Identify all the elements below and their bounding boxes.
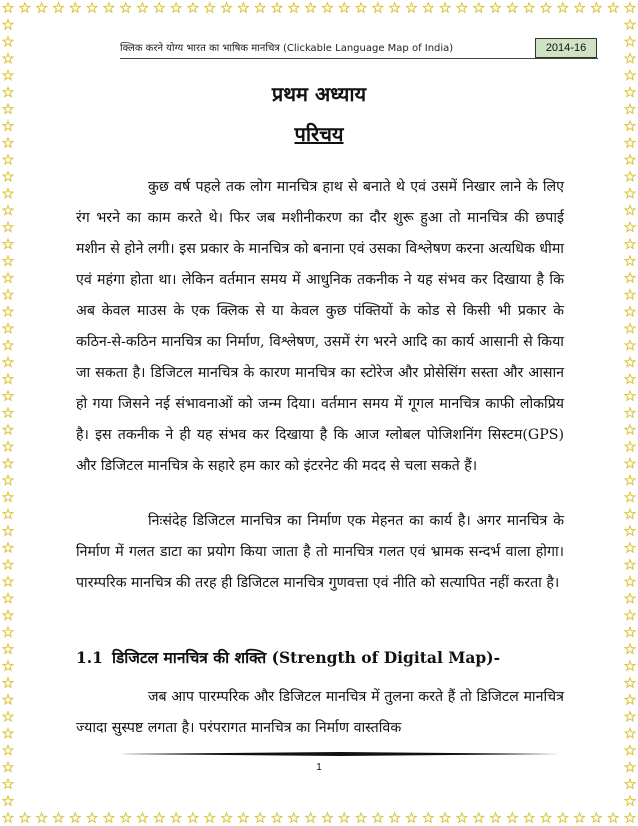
star-icon: [289, 3, 299, 12]
star-icon: [625, 543, 635, 552]
star-icon: [255, 3, 265, 12]
star-icon: [575, 3, 585, 12]
star-icon: [608, 3, 618, 12]
paragraph-2-text: निःसंदेह डिजिटल मानचित्र का निर्माण एक मेहनत का कार्य है। अगर मानचित्र के निर्माण में गलत डाटा का प्रयोग किया जाता है तो मानचित्र गलत एवं भ्रामक सन्दर्भ वाला होगा। पारम्परिक मानचित्र की तरह ही डिजिटल मानचित्र गुणवत्ता एवं नीति को सत्यापित नहीं करता है।: [76, 513, 564, 591]
star-icon: [3, 391, 13, 400]
star-icon: [524, 3, 534, 12]
star-icon: [3, 256, 13, 265]
star-icon: [625, 796, 635, 805]
footer-divider: [120, 752, 560, 756]
star-icon: [3, 323, 13, 332]
star-icon: [3, 509, 13, 518]
star-icon: [138, 3, 148, 12]
chapter-title: प्रथम अध्याय: [271, 82, 367, 106]
star-icon: [625, 273, 635, 282]
star-icon: [625, 323, 635, 332]
star-icon: [507, 3, 517, 12]
star-icon: [625, 728, 635, 737]
star-icon: [625, 695, 635, 704]
star-icon: [53, 813, 63, 822]
star-icon: [171, 3, 181, 12]
star-icon: [3, 425, 13, 434]
star-icon: [3, 492, 13, 501]
star-icon: [3, 728, 13, 737]
star-icon: [3, 458, 13, 467]
star-icon: [3, 526, 13, 535]
star-icon: [205, 3, 215, 12]
star-icon: [3, 70, 13, 79]
star-icon: [390, 813, 400, 822]
star-icon: [3, 357, 13, 366]
section-title-text: परिचय: [294, 122, 344, 146]
star-icon: [558, 3, 568, 12]
star-icon: [625, 3, 635, 12]
star-icon: [3, 20, 13, 29]
star-icon: [608, 813, 618, 822]
star-icon: [3, 627, 13, 636]
star-icon: [356, 3, 366, 12]
paragraph-1: [76, 172, 564, 482]
star-icon: [625, 475, 635, 484]
star-icon: [3, 475, 13, 484]
star-icon: [625, 290, 635, 299]
star-icon: [3, 374, 13, 383]
star-icon: [625, 593, 635, 602]
star-icon: [3, 577, 13, 586]
star-icon: [3, 610, 13, 619]
star-icon: [3, 290, 13, 299]
star-icon: [306, 813, 316, 822]
star-icon: [541, 3, 551, 12]
star-icon: [3, 273, 13, 282]
star-icon: [339, 3, 349, 12]
star-icon: [121, 813, 131, 822]
star-icon: [356, 813, 366, 822]
star-icon: [37, 813, 47, 822]
star-icon: [407, 3, 417, 12]
section-title: [0, 120, 638, 147]
star-icon: [37, 3, 47, 12]
star-icon: [3, 239, 13, 248]
star-icon: [625, 357, 635, 366]
star-icon: [625, 340, 635, 349]
star-icon: [154, 3, 164, 12]
star-icon: [289, 813, 299, 822]
star-icon: [625, 526, 635, 535]
star-icon: [53, 3, 63, 12]
star-icon: [3, 222, 13, 231]
star-icon: [322, 813, 332, 822]
star-icon: [407, 813, 417, 822]
star-icon: [20, 813, 30, 822]
star-icon: [3, 307, 13, 316]
star-icon: [625, 239, 635, 248]
header-divider: [120, 58, 598, 59]
star-icon: [3, 661, 13, 670]
star-icon: [70, 813, 80, 822]
star-icon: [625, 644, 635, 653]
star-icon: [625, 779, 635, 788]
star-icon: [255, 813, 265, 822]
star-icon: [625, 678, 635, 687]
star-icon: [541, 813, 551, 822]
star-icon: [575, 813, 585, 822]
star-icon: [3, 779, 13, 788]
star-icon: [154, 813, 164, 822]
star-icon: [272, 813, 282, 822]
star-icon: [625, 256, 635, 265]
star-icon: [3, 695, 13, 704]
star-icon: [625, 442, 635, 451]
star-icon: [121, 3, 131, 12]
star-icon: [3, 678, 13, 687]
star-icon: [188, 3, 198, 12]
star-icon: [222, 813, 232, 822]
star-icon: [625, 560, 635, 569]
star-icon: [390, 3, 400, 12]
star-icon: [138, 813, 148, 822]
star-icon: [306, 3, 316, 12]
subsection-heading: [76, 646, 576, 668]
star-icon: [625, 307, 635, 316]
star-icon: [3, 188, 13, 197]
star-icon: [625, 205, 635, 214]
star-icon: [474, 813, 484, 822]
star-icon: [625, 425, 635, 434]
star-icon: [205, 813, 215, 822]
star-icon: [238, 3, 248, 12]
star-icon: [87, 813, 97, 822]
star-icon: [3, 644, 13, 653]
star-icon: [507, 813, 517, 822]
star-icon: [3, 172, 13, 181]
star-icon: [440, 3, 450, 12]
star-icon: [104, 813, 114, 822]
subsection-number: 1.1: [76, 648, 103, 667]
star-icon: [591, 3, 601, 12]
star-icon: [625, 813, 635, 822]
star-icon: [625, 458, 635, 467]
year-badge: 2014-16: [535, 38, 597, 58]
star-icon: [272, 3, 282, 12]
star-icon: [625, 661, 635, 670]
star-icon: [625, 53, 635, 62]
star-icon: [625, 627, 635, 636]
star-icon: [625, 70, 635, 79]
star-icon: [558, 813, 568, 822]
star-icon: [3, 593, 13, 602]
star-icon: [457, 3, 467, 12]
star-icon: [104, 3, 114, 12]
star-icon: [70, 3, 80, 12]
paragraph-3-text: जब आप पारम्परिक और डिजिटल मानचित्र में तुलना करते हैं तो डिजिटल मानचित्र ज्यादा सुस्पष्ट लगता है। परंपरागत मानचित्र का निर्माण वास्तविक: [76, 689, 564, 736]
star-icon: [625, 745, 635, 754]
star-icon: [3, 37, 13, 46]
star-icon: [373, 813, 383, 822]
star-icon: [625, 374, 635, 383]
star-icon: [625, 188, 635, 197]
star-icon: [625, 577, 635, 586]
star-icon: [87, 3, 97, 12]
star-icon: [625, 155, 635, 164]
subsection-title: डिजिटल मानचित्र की शक्ति (Strength of Digital Map)-: [112, 648, 501, 667]
star-icon: [625, 222, 635, 231]
star-icon: [3, 53, 13, 62]
star-icon: [440, 813, 450, 822]
star-icon: [625, 391, 635, 400]
star-icon: [625, 408, 635, 417]
star-icon: [3, 543, 13, 552]
running-header: क्लिक करने योग्य भारत का भाषिक मानचित्र (Clickable Language Map of India): [120, 43, 454, 54]
star-icon: [373, 3, 383, 12]
star-icon: [423, 3, 433, 12]
star-icon: [3, 340, 13, 349]
star-icon: [3, 3, 13, 12]
page-number: 1: [316, 762, 322, 773]
star-icon: [222, 3, 232, 12]
star-icon: [625, 37, 635, 46]
star-icon: [423, 813, 433, 822]
star-icon: [625, 610, 635, 619]
star-icon: [20, 3, 30, 12]
star-icon: [474, 3, 484, 12]
star-icon: [3, 205, 13, 214]
star-icon: [3, 442, 13, 451]
star-icon: [339, 813, 349, 822]
star-icon: [238, 813, 248, 822]
paragraph-1-text: कुछ वर्ष पहले तक लोग मानचित्र हाथ से बनाते थे एवं उसमें निखार लाने के लिए रंग भरने का काम करते थे। फिर जब मशीनीकरण का दौर शुरू हुआ तो मानचित्र की छपाई मशीन से होने लगी। इस प्रकार के मानचित्र को बनाना एवं उसका विश्लेषण करना अत्यधिक धीमा एवं महंगा होता था। लेकिन वर्तमान समय में आधुनिक तकनीक ने यह संभव कर दिखाया है कि अब केवल माउस के एक क्लिक से या केवल कुछ पंक्तियों के कोड से किसी भी प्रकार के कठिन-से-कठिन मानचित्र का निर्माण, विश्लेषण, उसमें रंग भरने आदि का कार्य आसानी से किया जा सकता है। डिजिटल मानचित्र के कारण मानचित्र का स्टोरेज और प्रोसेसिंग सस्ता और आसान हो गया जिसने नई संभावनाओं को जन्म दिया। वर्तमान समय में गूगल मानचित्र काफी लोकप्रिय है। इस तकनीक ने ही यह संभव कर दिखाया है कि आज ग्लोबल पोजिशनिंग सिस्टम(GPS) और डिजिटल मानचित्र के सहारे हम कार को इंटरनेट की मदद से चला सकते हैं।: [76, 179, 564, 474]
star-icon: [322, 3, 332, 12]
star-icon: [491, 3, 501, 12]
star-icon: [625, 509, 635, 518]
star-icon: [625, 712, 635, 721]
star-icon: [491, 813, 501, 822]
star-icon: [3, 813, 13, 822]
star-icon: [457, 813, 467, 822]
star-icon: [188, 813, 198, 822]
star-icon: [591, 813, 601, 822]
paragraph-3: [76, 682, 564, 744]
star-icon: [3, 712, 13, 721]
star-icon: [3, 796, 13, 805]
star-icon: [625, 492, 635, 501]
star-icon: [625, 20, 635, 29]
star-icon: [3, 408, 13, 417]
star-icon: [3, 155, 13, 164]
star-icon: [3, 745, 13, 754]
star-icon: [625, 172, 635, 181]
star-icon: [171, 813, 181, 822]
star-icon: [524, 813, 534, 822]
star-icon: [3, 560, 13, 569]
paragraph-2: [76, 506, 564, 599]
